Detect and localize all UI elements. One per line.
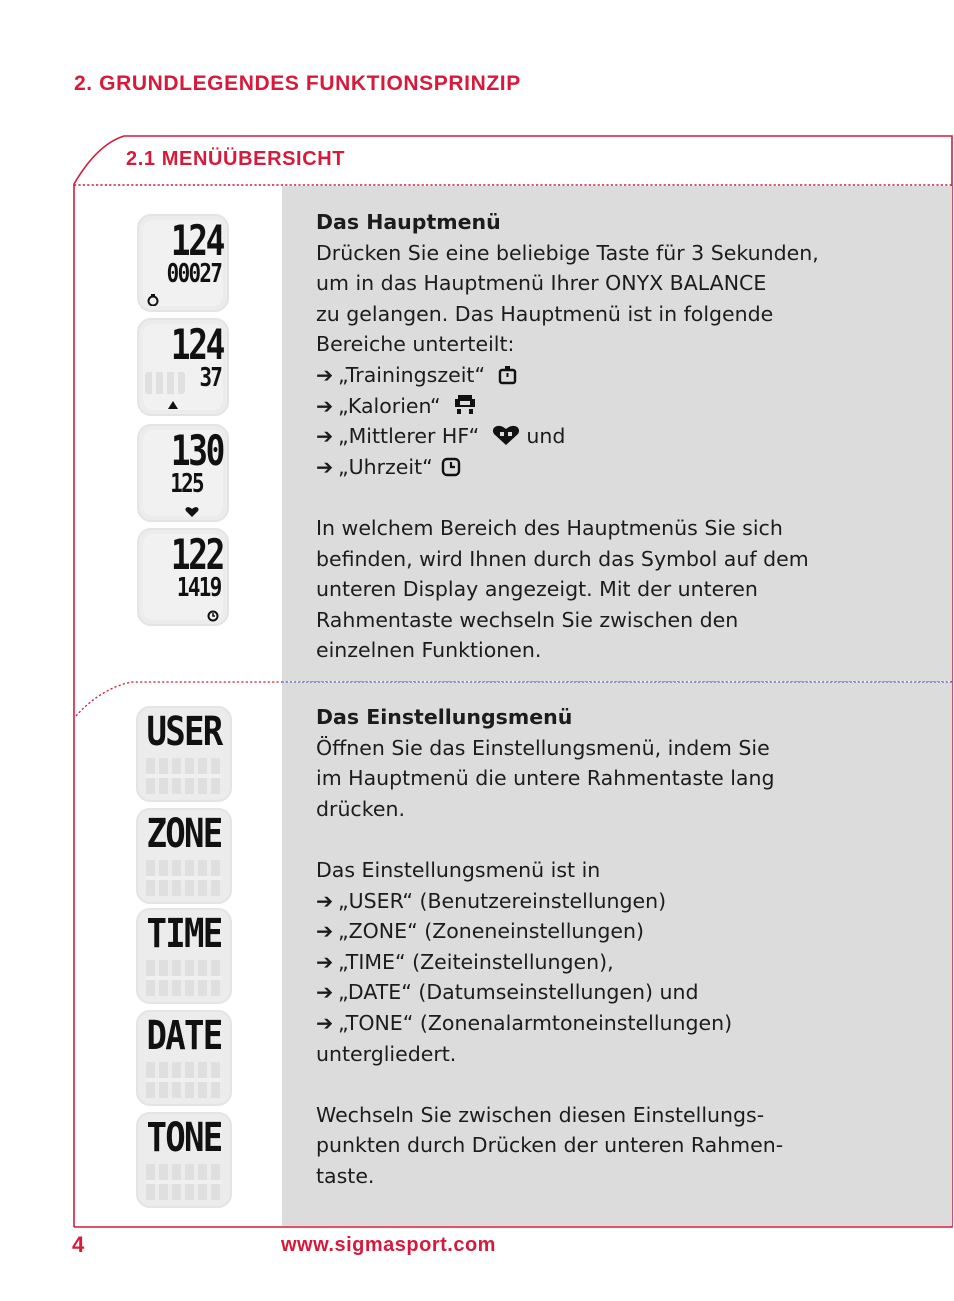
page-number: 4 [72, 1232, 85, 1257]
display-bottom-value: 1419 [177, 573, 221, 603]
stopwatch-icon [147, 294, 159, 306]
paragraph-line: untergliedert. [316, 1041, 457, 1066]
clock-icon [207, 610, 219, 622]
paragraph-line: Wechseln Sie zwischen diesen Einstellungs- [316, 1102, 765, 1127]
paragraph-line: Drücken Sie eine beliebige Taste für 3 Sekunden, [316, 240, 819, 265]
list-item-label: „Mittlerer HF“ [338, 424, 480, 449]
paragraph-line: In welchem Bereich des Hauptmenüs Sie sich [316, 515, 783, 540]
list-item-label: „ZONE“ (Zoneneinstellungen) [338, 919, 645, 944]
paragraph-line: einzelnen Funktionen. [316, 638, 542, 663]
arrow-icon: ➔ [316, 454, 334, 479]
section-title: 2.1 MENÜÜBERSICHT [126, 148, 346, 170]
heart-icon [492, 424, 520, 446]
arrow-icon: ➔ [316, 949, 334, 974]
paragraph-line: unteren Display angezeigt. Mit der unteren [316, 577, 758, 602]
list-item-label: „TONE“ (Zonenalarmtoneinstellungen) [338, 1010, 733, 1035]
display-training-time [137, 214, 229, 312]
paragraph-line: befinden, wird Ihnen durch das Symbol auf dem [316, 546, 809, 571]
list-item-suffix: und [526, 424, 566, 449]
list-item [316, 977, 876, 1008]
display-bottom-value: 37 [199, 363, 221, 393]
calories-icon [167, 400, 179, 410]
paragraph-line: zu gelangen. Das Hauptmenü ist in folgende [316, 301, 774, 326]
paragraph-line: taste. [316, 1163, 375, 1188]
arrow-icon: ➔ [316, 919, 334, 944]
paragraph-line: im Hauptmenü die untere Rahmentaste lang [316, 766, 775, 791]
paragraph-line: punkten durch Drücken der unteren Rahmen- [316, 1133, 784, 1158]
display-bottom-value: 125 [170, 469, 203, 499]
display-word: TIME [146, 911, 222, 957]
display-average-hr [137, 424, 229, 522]
paragraph-line: Das Einstellungsmenü ist in [316, 857, 601, 882]
list-item-label: „Kalorien“ [338, 393, 441, 418]
list-item [316, 421, 876, 452]
display-time-of-day [137, 528, 229, 626]
list-item [316, 360, 876, 391]
list-item-label: „USER“ (Benutzereinstellungen) [338, 888, 667, 913]
display-word: ZONE [146, 811, 222, 857]
arrow-icon: ➔ [316, 362, 334, 387]
main-menu-heading: Das Hauptmenü [316, 210, 501, 234]
list-item-label: „Trainingszeit“ [338, 362, 486, 387]
paragraph-line: um in das Hauptmenü Ihrer ONYX BALANCE [316, 271, 767, 296]
display-user [136, 706, 232, 802]
list-item [316, 391, 876, 422]
calories-icon [453, 394, 477, 416]
display-top-value: 122 [170, 530, 223, 579]
heart-icon [185, 506, 199, 518]
display-time [136, 908, 232, 1004]
arrow-icon: ➔ [316, 980, 334, 1005]
display-word: DATE [146, 1013, 222, 1059]
list-item-label: „DATE“ (Datumseinstellungen) und [338, 980, 699, 1005]
arrow-icon: ➔ [316, 1010, 334, 1035]
display-calories [137, 318, 229, 416]
paragraph-line: Bereiche unterteilt: [316, 332, 515, 357]
display-top-value: 124 [170, 320, 223, 369]
main-menu-text [316, 207, 876, 666]
paragraph-line: drücken. [316, 796, 405, 821]
list-item [316, 886, 876, 917]
settings-menu-heading: Das Einstellungsmenü [316, 705, 573, 729]
website-link[interactable]: www.sigmasport.com [281, 1234, 496, 1256]
display-word: USER [146, 709, 222, 755]
paragraph-line: Öffnen Sie das Einstellungsmenü, indem Sie [316, 735, 770, 760]
list-item-label: „TIME“ (Zeiteinstellungen), [338, 949, 614, 974]
display-top-value: 124 [170, 216, 223, 265]
arrow-icon: ➔ [316, 393, 334, 418]
display-zone [136, 808, 232, 904]
display-top-value: 130 [170, 426, 223, 475]
list-item [316, 452, 876, 483]
arrow-icon: ➔ [316, 424, 334, 449]
paragraph-line: Rahmentaste wechseln Sie zwischen den [316, 607, 739, 632]
display-word: TONE [146, 1115, 222, 1161]
stopwatch-icon [498, 365, 518, 385]
arrow-icon: ➔ [316, 888, 334, 913]
settings-menu-text [316, 702, 876, 1192]
display-bottom-value: 00027 [166, 259, 221, 289]
display-date [136, 1010, 232, 1106]
list-item [316, 916, 876, 947]
list-item-label: „Uhrzeit“ [338, 454, 433, 479]
list-item [316, 1008, 876, 1039]
clock-icon [441, 457, 461, 477]
list-item [316, 947, 876, 978]
chapter-title: 2. GRUNDLEGENDES FUNKTIONSPRINZIP [74, 72, 521, 95]
display-tone [136, 1112, 232, 1208]
